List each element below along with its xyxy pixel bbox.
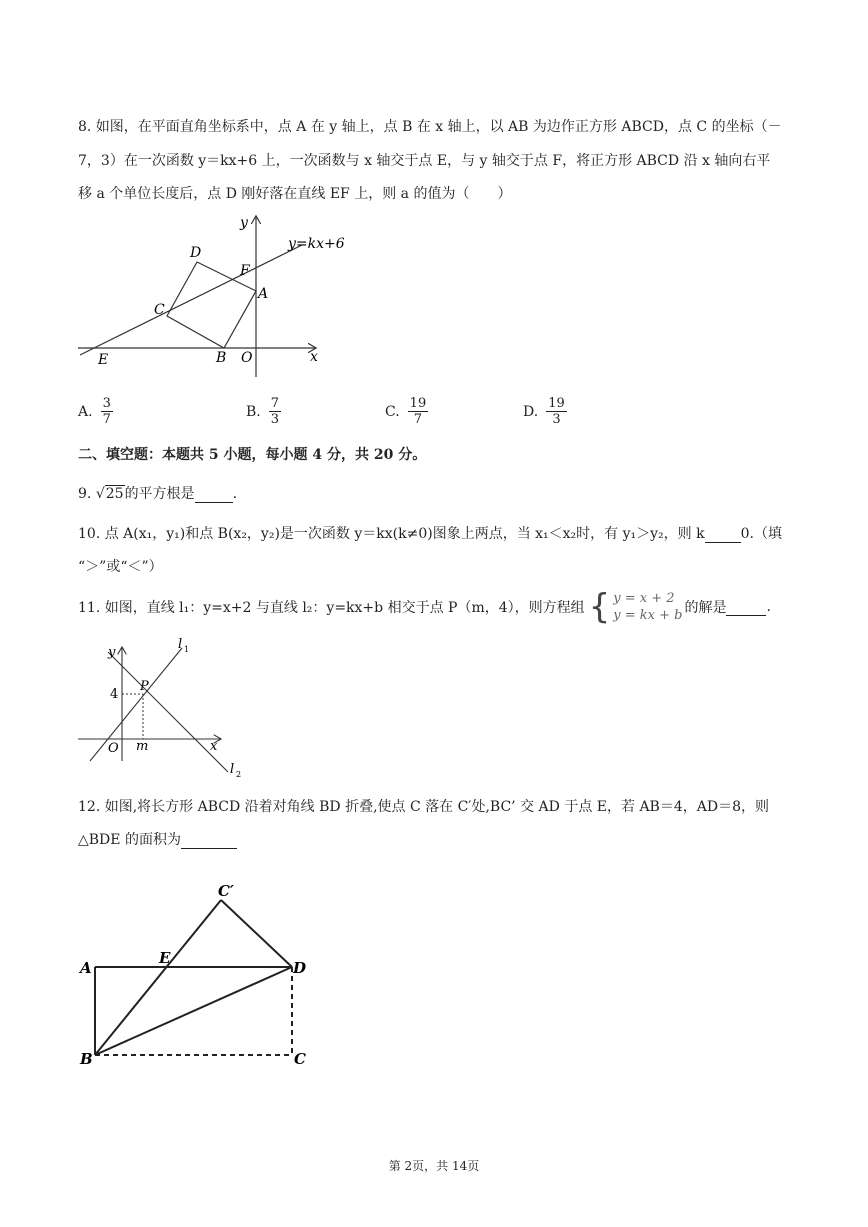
q8-line-1: 8. 如图，在平面直角坐标系中，点 A 在 y 轴上，点 B 在 x 轴上，以 AB 为边作正方形 ABCD，点 C 的坐标（－ bbox=[78, 119, 782, 135]
q12-label-cprime: C′ bbox=[218, 882, 234, 900]
q11-label-x: x bbox=[210, 739, 218, 754]
q8-option-c[interactable] bbox=[385, 396, 428, 427]
q9-suffix: 的平方根是 bbox=[124, 486, 195, 502]
q8-line-3: 移 a 个单位长度后，点 D 刚好落在直线 EF 上，则 a 的值为（ ） bbox=[78, 186, 512, 202]
q11-line bbox=[78, 587, 771, 627]
sqrt-symbol: √25 bbox=[95, 486, 124, 502]
q12-line-1: 12. 如图,将长方形 ABCD 沿着对角线 BD 折叠,使点 C 落在 C′处,BC’ 交 AD 于点 E，若 AB＝4，AD＝8，则 bbox=[78, 799, 769, 815]
q9-prefix: 9. bbox=[78, 486, 96, 502]
q11-label-4: 4 bbox=[110, 687, 119, 702]
q12-label-c: C bbox=[294, 1050, 306, 1068]
q12-answer-blank[interactable] bbox=[181, 832, 237, 849]
option-letter: B. bbox=[246, 403, 261, 420]
q8-label-line: y=kx+6 bbox=[288, 236, 345, 252]
q8-option-b[interactable] bbox=[246, 396, 281, 427]
option-fraction: $\frac{7}{3}$ bbox=[270, 396, 280, 427]
q9-end: . bbox=[232, 486, 238, 502]
q11-label-l2: l bbox=[230, 762, 235, 777]
q11-label-y: y bbox=[108, 645, 116, 660]
q10-answer-blank[interactable] bbox=[705, 526, 741, 543]
option-letter: A. bbox=[78, 403, 93, 420]
q10-text: 10. 点 A(x₁，y₁)和点 B(x₂，y₂)是一次函数 y＝kx(k≠0)图象上两点，当 x₁＜x₂时，有 y₁＞y₂，则 k bbox=[78, 526, 705, 542]
q11-equation-1: y = x + 2 bbox=[613, 591, 675, 606]
option-letter: C. bbox=[385, 403, 400, 420]
q12-label-d: D bbox=[293, 959, 307, 977]
option-fraction: $\frac{19}{3}$ bbox=[548, 396, 565, 427]
q11-equation-2: y = kx + b bbox=[613, 608, 683, 623]
q11-line-l2 bbox=[108, 652, 228, 772]
q11-equation-system bbox=[588, 587, 683, 627]
brace-symbol: { bbox=[588, 587, 611, 627]
q10-line-2: “＞”或“＜”） bbox=[78, 559, 163, 575]
q11-text: 11. 如图，直线 l₁：y=x+2 与直线 l₂：y=kx+b 相交于点 P（m，4），则方程组 bbox=[78, 600, 585, 616]
q10-line-1 bbox=[78, 523, 782, 543]
q8-label-f: F bbox=[240, 263, 250, 279]
q12-text: △BDE 的面积为 bbox=[78, 832, 181, 848]
q11-label-m: m bbox=[136, 739, 149, 754]
q8-line-2: 7，3）在一次函数 y＝kx+6 上，一次函数与 x 轴交于点 E，与 y 轴交于点 F，将正方形 ABCD 沿 x 轴向右平 bbox=[78, 153, 771, 169]
q11-end: . bbox=[766, 599, 771, 615]
q8-label-y: y bbox=[240, 215, 248, 231]
q11-figure bbox=[70, 636, 255, 781]
section-heading: 二、填空题：本题共 5 小题，每小题 4 分，共 20 分。 bbox=[78, 447, 427, 463]
q12-label-b: B bbox=[80, 1050, 93, 1068]
q8-line-efg bbox=[80, 245, 302, 355]
q9-answer-blank[interactable] bbox=[195, 486, 233, 503]
q11-label-p: P bbox=[140, 679, 149, 694]
q8-label-c: C bbox=[154, 302, 165, 318]
q8-label-e: E bbox=[98, 352, 109, 368]
q9-line bbox=[78, 483, 237, 503]
q12-figure bbox=[70, 880, 330, 1080]
q12-segment-bcp bbox=[95, 900, 221, 1055]
q11-label-l1: l bbox=[178, 637, 183, 652]
option-fraction: $\frac{19}{7}$ bbox=[409, 396, 427, 427]
q10-text-end: 0.（填 bbox=[740, 526, 782, 542]
q12-diagonal-bd bbox=[95, 967, 292, 1055]
q11-text-post: 的解是 bbox=[684, 600, 727, 616]
q8-label-b: B bbox=[216, 350, 227, 366]
option-letter: D. bbox=[523, 403, 539, 420]
option-fraction: $\frac{3}{7}$ bbox=[102, 396, 111, 427]
q8-option-a[interactable] bbox=[78, 396, 113, 427]
q12-line-2 bbox=[78, 829, 237, 849]
q8-figure bbox=[70, 205, 360, 385]
q12-label-a: A bbox=[80, 959, 92, 977]
q9-radicand: 25 bbox=[105, 486, 124, 502]
q12-segment-cpd bbox=[221, 900, 292, 967]
q8-label-x: x bbox=[310, 349, 318, 365]
q8-option-d[interactable] bbox=[523, 396, 567, 427]
q11-label-l1-sub: 1 bbox=[184, 645, 190, 654]
q11-label-l2-sub: 2 bbox=[236, 770, 242, 779]
q8-label-o: O bbox=[241, 350, 253, 366]
q12-label-e: E bbox=[159, 949, 171, 967]
q11-answer-blank[interactable] bbox=[726, 599, 766, 616]
q8-label-d: D bbox=[190, 245, 202, 261]
q8-label-a: A bbox=[258, 286, 269, 302]
page-footer: 第 2页，共 14页 bbox=[388, 1159, 480, 1173]
q11-label-o: O bbox=[108, 741, 119, 756]
